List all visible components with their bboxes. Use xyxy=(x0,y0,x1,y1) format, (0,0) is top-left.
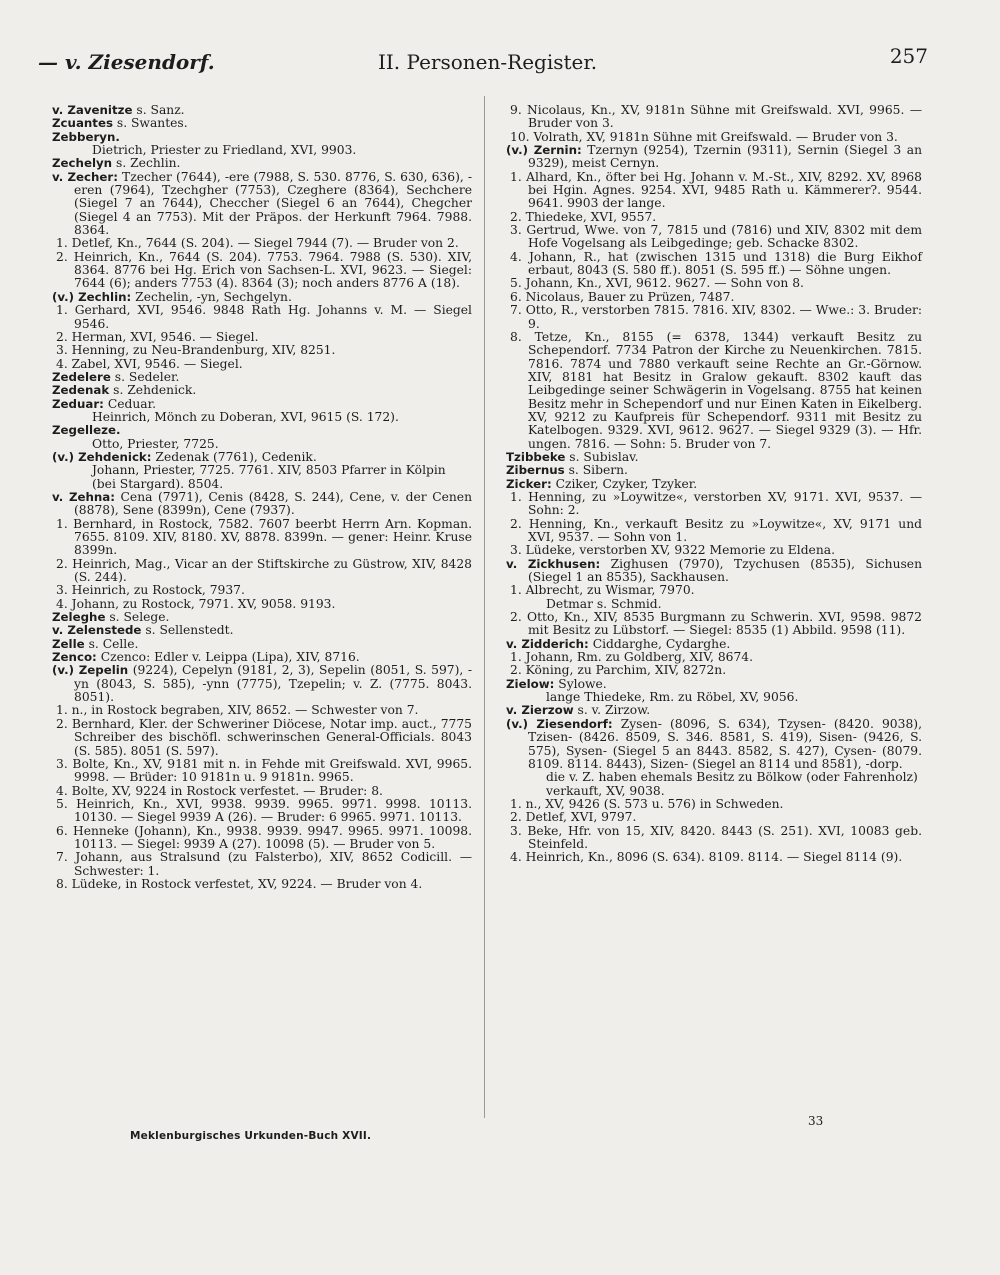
sub-entry: 5. Heinrich, Kn., XVI, 9938. 9939. 9965. 9971. 9998. 10113. 10130. — Siegel 9939 A (26). — Bruder: 6 9965. 9971. 10113. xyxy=(56,796,472,825)
register-entry xyxy=(52,664,472,704)
entry-text: s. Swantes. xyxy=(112,116,188,131)
entry-text: s. Subislav. xyxy=(565,449,639,464)
entry-text: s. Sellenstedt. xyxy=(141,623,234,638)
entry-headword: Zenco: xyxy=(52,650,97,665)
entry-headword: v. Zecher: xyxy=(52,169,118,184)
entry-text: Zedenak (7761), Cedenik. xyxy=(151,449,317,464)
sub-entry: 6. Nicolaus, Bauer zu Prüzen, 7487. xyxy=(510,289,735,304)
sub-entry: 8. Tetze, Kn., 8155 (= 6378, 1344) verkauft Besitz zu Schependorf. 7734 Patron der Kirche zu Neuenkirchen. 7815. 7816. 7874 und 7880 verkauft seine Rechte an Gr.-Görnow. XIV, 8181 hat Besitz in Gralow gekauft. 8302 kauft das Leibgedinge seiner Schwägerin in Vogelsang. 8755 hat keinen Besitz mehr in Schependorf und nur Einen Katen in Eikelberg. XV, 9212 zu Kaufpreis für Schependorf. 9311 mit Besitz zu Katelbogen. 9329. XVI, 9612. 9627. — Siegel 9329 (3). — Hfr. ungen. 7816. — Sohn: 5. Bruder von 7. xyxy=(510,329,922,451)
sub-entry: 3. Heinrich, zu Rostock, 7937. xyxy=(56,583,245,598)
entry-text: Ciddarghe, Cydarghe. xyxy=(588,636,731,651)
sub-entry: 3. Gertrud, Wwe. von 7, 7815 und (7816) und XIV, 8302 mit dem Hofe Vogelsang als Leibgedinge; geb. Schacke 8302. xyxy=(510,223,922,251)
sub-entry: 2. Thiedeke, XVI, 9557. xyxy=(510,209,657,224)
register-entry xyxy=(52,624,472,637)
entry-headword: Zcuantes xyxy=(52,116,113,131)
sub-entry: 5. Johann, Kn., XVI, 9612. 9627. — Sohn von 8. xyxy=(510,276,804,291)
register-entry xyxy=(506,464,922,477)
page-number: 257 xyxy=(889,44,928,68)
register-entry xyxy=(52,384,472,397)
sub-entry: 10. Volrath, XV, 9181n Sühne mit Greifswald. — Bruder von 3. xyxy=(510,129,898,144)
page-header xyxy=(38,44,928,78)
entry-text: Ceduar. xyxy=(103,396,157,411)
entry-text: s. Sedeler. xyxy=(110,369,180,384)
entry-text: Tzecher (7644), -ere (7988, S. 530. 8776, S. 630, 636), -eren (7964), Tzechgher (7753), Czeghere (8364), Sechchere (Siegel 7 an 7644), Checcher (Siegel 6 an 7644), Chegcher (Siegel 4 an 7753). Mit der Präpos. der Herkunft 7964. 7988. 8364. xyxy=(74,169,472,238)
sub-entry: 1. Detlef, Kn., 7644 (S. 204). — Siegel 7944 (7). — Bruder von 2. xyxy=(56,236,459,251)
register-entry xyxy=(52,491,472,518)
sub-entry: 1. Gerhard, XVI, 9546. 9848 Rath Hg. Johanns v. M. — Siegel 9546. xyxy=(56,303,472,331)
sub-entry: 8. Lüdeke, in Rostock verfestet, XV, 9224. — Bruder von 4. xyxy=(56,876,423,891)
register-entry xyxy=(506,478,922,491)
sub-entry: 2. Heinrich, Kn., 7644 (S. 204). 7753. 7964. 7988 (S. 530). XIV, 8364. 8776 bei Hg. Erich von Sachsen-L. XVI, 9623. — Siegel: 7644 (6); anders 7753 (4). 8364 (3); noch anders 8776 A (18). xyxy=(56,249,472,291)
entry-headword: v. Zavenitze xyxy=(52,103,133,117)
sub-entry: 1. Bernhard, in Rostock, 7582. 7607 beerbt Herrn Arn. Kopman. 7655. 8109. XIV, 8180. XV, 8878. 8399n. — gener: Heinr. Kruse 8399n. xyxy=(56,516,472,558)
entry-headword: Zedenak xyxy=(52,383,110,398)
left-column xyxy=(52,104,472,891)
entry-headword: v. Zelenstede xyxy=(52,623,142,638)
sub-entry: 2. Herman, XVI, 9546. — Siegel. xyxy=(56,329,259,344)
running-head-title: II. Personen-Register. xyxy=(378,50,598,74)
entry-text: s. Celle. xyxy=(84,636,139,651)
register-entry xyxy=(52,424,472,437)
entry-text: s. Zechlin. xyxy=(112,156,181,171)
entry-headword: (v.) Zechlin: xyxy=(52,289,132,304)
register-entry xyxy=(506,704,922,717)
register-entry xyxy=(506,678,922,691)
register-entry xyxy=(52,131,472,144)
entry-text: s. Sibern. xyxy=(564,463,628,478)
entry-headword: Zelle xyxy=(52,636,85,651)
sub-entry: 1. n., in Rostock begraben, XIV, 8652. — Schwester von 7. xyxy=(56,703,419,718)
entry-text: Tzernyn (9254), Tzernin (9311), Sernin (Siegel 3 an 9329), meist Cernyn. xyxy=(528,143,923,171)
entry-text: Zysen- (8096, S. 634), Tzysen- (8420. 9038), Tzisen- (8426. 8509, S. 346. 8581, S. 419), Sisen- (9426, S. 575), Sysen- (Siegel 5 an 8443. 8582, S. 427), Cysen- (8079. 8109. 8114. 8443), Sizen- (Siegel an 8114 und 8581), -dorp. xyxy=(528,716,922,771)
entry-headword: Zedelere xyxy=(52,369,111,384)
sub-entry: 4. Bolte, XV, 9224 in Rostock verfestet. — Bruder: 8. xyxy=(56,783,383,798)
entry-headword: Zicker: xyxy=(506,476,552,491)
register-entry xyxy=(52,117,472,130)
register-entry xyxy=(52,611,472,624)
register-entry xyxy=(52,638,472,651)
entry-headword: v. Zierzow xyxy=(506,703,574,718)
register-entry xyxy=(506,451,922,464)
indented-line: Johann, Priester, 7725. 7761. XIV, 8503 Pfarrer in Kölpin (bei Stargard). 8504. xyxy=(92,463,446,491)
register-entry xyxy=(52,651,472,664)
sub-entry: 6. Henneke (Johann), Kn., 9938. 9939. 9947. 9965. 9971. 10098. 10113. — Siegel: 9939 A (27). 10098 (5). — Bruder von 5. xyxy=(56,823,472,851)
sub-entry: 4. Johann, R., hat (zwischen 1315 und 1318) die Burg Eikhof erbaut, 8043 (S. 580 ff.). 8051 (S. 595 ff.) — Söhne ungen. xyxy=(510,249,922,278)
entry-text: Zighusen (7970), Tzychusen (8535), Sichusen (Siegel 1 an 8535), Sackhausen. xyxy=(528,556,923,585)
entry-headword: (v.) Zepelin xyxy=(52,663,129,678)
indented-line: Detmar s. Schmid. xyxy=(546,596,662,611)
sub-entry: 1. Alhard, Kn., öfter bei Hg. Johann v. M.-St., XIV, 8292. XV, 8968 bei Hgin. Agnes. 9254. XVI, 9485 Rath u. Kämmerer?. 9544. 9641. 9903 der lange. xyxy=(510,169,922,211)
register-entry xyxy=(506,558,922,585)
entry-headword: Zibernus xyxy=(506,463,565,478)
register-entry xyxy=(52,398,472,411)
entry-headword: v. Zidderich: xyxy=(506,636,589,651)
sub-entry: 1. n., XV, 9426 (S. 573 u. 576) in Schweden. xyxy=(510,796,784,811)
entry-headword: (v.) Zehdenick: xyxy=(52,449,152,464)
register-entry xyxy=(52,451,472,464)
entry-text: (9224), Cepelyn (9181, 2, 3), Sepelin (8051, S. 597), -yn (8043, S. 585), -ynn (7775), Tzepelin; v. Z. (7775. 8043. 8051). xyxy=(74,663,472,705)
indented-line: Dietrich, Priester zu Friedland, XVI, 9903. xyxy=(92,143,357,158)
entry-headword: Zebberyn. xyxy=(52,129,120,144)
sub-entry: 3. Lüdeke, verstorben XV, 9322 Memorie zu Eldena. xyxy=(510,543,835,558)
entry-text: s. Zehdenick. xyxy=(109,383,197,398)
sub-entry: 2. Detlef, XVI, 9797. xyxy=(510,810,637,825)
entry-headword: Zegelleze. xyxy=(52,423,121,438)
indented-line: lange Thiedeke, Rm. zu Röbel, XV, 9056. xyxy=(546,690,799,705)
entry-text: Zechelin, -yn, Sechgelyn. xyxy=(131,289,292,304)
sub-entry: 1. Albrecht, zu Wismar, 7970. xyxy=(510,583,695,598)
entry-text: s. v. Zirzow. xyxy=(573,703,651,718)
indented-line: die v. Z. haben ehemals Besitz zu Bölkow (oder Fahrenholz) verkauft, XV, 9038. xyxy=(546,770,918,798)
entry-headword: Tzibbeke xyxy=(506,449,566,464)
register-entry xyxy=(52,157,472,170)
entry-text: Sylowe. xyxy=(554,676,607,691)
entry-text: Czenco: Edler v. Leippa (Lipa), XIV, 8716. xyxy=(96,650,360,665)
sub-entry: 7. Otto, R., verstorben 7815. 7816. XIV, 8302. — Wwe.: 3. Bruder: 9. xyxy=(510,303,922,331)
entry-headword: (v.) Ziesendorf: xyxy=(506,716,613,731)
sub-entry: 3. Beke, Hfr. von 15, XIV, 8420. 8443 (S. 251). XVI, 10083 geb. Steinfeld. xyxy=(510,823,922,851)
footer-publication: Meklenburgisches Urkunden-Buch XVII. xyxy=(130,1130,372,1142)
right-column xyxy=(506,104,922,865)
sub-entry: 2. Köning, zu Parchim, XIV, 8272n. xyxy=(510,663,727,678)
sub-entry: 4. Johann, zu Rostock, 7971. XV, 9058. 9193. xyxy=(56,596,336,611)
entry-headword: Zechelyn xyxy=(52,156,113,171)
register-entry xyxy=(52,171,472,238)
sub-entry: 9. Nicolaus, Kn., XV, 9181n Sühne mit Greifswald. XVI, 9965. — Bruder von 3. xyxy=(510,103,922,131)
entry-text: s. Sanz. xyxy=(132,103,185,117)
sub-entry: 3. Henning, zu Neu-Brandenburg, XIV, 8251. xyxy=(56,343,336,358)
column-divider xyxy=(484,96,485,1118)
sub-entry: 2. Otto, Kn., XIV, 8535 Burgmann zu Schwerin. XVI, 9598. 9872 mit Besitz zu Lübstorf. — Siegel: 8535 (1) Abbild. 9598 (11). xyxy=(510,610,922,638)
entry-text: Cziker, Czyker, Tzyker. xyxy=(551,476,698,491)
entry-headword: (v.) Zernin: xyxy=(506,143,582,158)
register-entry xyxy=(52,104,472,117)
sub-entry: 4. Heinrich, Kn., 8096 (S. 634). 8109. 8114. — Siegel 8114 (9). xyxy=(510,850,903,865)
running-head-left: — v. Ziesendorf. xyxy=(38,50,215,74)
entry-text: s. Selege. xyxy=(105,610,170,625)
sub-entry: 2. Bernhard, Kler. der Schweriner Diöcese, Notar imp. auct., 7775 Schreiber des bischöfl. schwerinschen General-Officials. 8043 (S. 585). 8051 (S. 597). xyxy=(56,716,472,758)
entry-text: Cena (7971), Cenis (8428, S. 244), Cene, v. der Cenen (8878), Sene (8399n), Cene (7937). xyxy=(74,489,472,518)
sub-entry: 1. Henning, zu »Loywitze«, verstorben XV, 9171. XVI, 9537. — Sohn: 2. xyxy=(510,489,922,518)
sub-entry: 2. Henning, Kn., verkauft Besitz zu »Loywitze«, XV, 9171 und XVI, 9537. — Sohn von 1. xyxy=(510,516,922,544)
indented-line: Otto, Priester, 7725. xyxy=(92,436,219,451)
register-entry xyxy=(506,638,922,651)
entry-headword: Zeleghe xyxy=(52,610,106,625)
entry-headword: Zielow: xyxy=(506,676,555,691)
entry-headword: Zeduar: xyxy=(52,396,104,411)
sub-entry: 1. Johann, Rm. zu Goldberg, XIV, 8674. xyxy=(510,650,754,665)
register-entry xyxy=(52,291,472,304)
sub-entry: 3. Bolte, Kn., XV, 9181 mit n. in Fehde mit Greifswald. XVI, 9965. 9998. — Brüder: 10 9181n u. 9 9181n. 9965. xyxy=(56,756,472,785)
sub-entry: 7. Johann, aus Stralsund (zu Falsterbo), XIV, 8652 Codicill. — Schwester: 1. xyxy=(56,850,472,878)
sub-entry: 4. Zabel, XVI, 9546. — Siegel. xyxy=(56,356,243,371)
register-entry xyxy=(52,371,472,384)
register-entry xyxy=(506,718,922,771)
entry-headword: v. Zickhusen: xyxy=(506,556,601,571)
register-entry xyxy=(506,144,922,171)
entry-headword: v. Zehna: xyxy=(52,489,115,504)
indented-line: Heinrich, Mönch zu Doberan, XVI, 9615 (S. 172). xyxy=(92,409,399,424)
sub-entry: 2. Heinrich, Mag., Vicar an der Stiftskirche zu Güstrow, XIV, 8428 (S. 244). xyxy=(56,556,472,585)
signature-mark: 33 xyxy=(808,1114,824,1128)
